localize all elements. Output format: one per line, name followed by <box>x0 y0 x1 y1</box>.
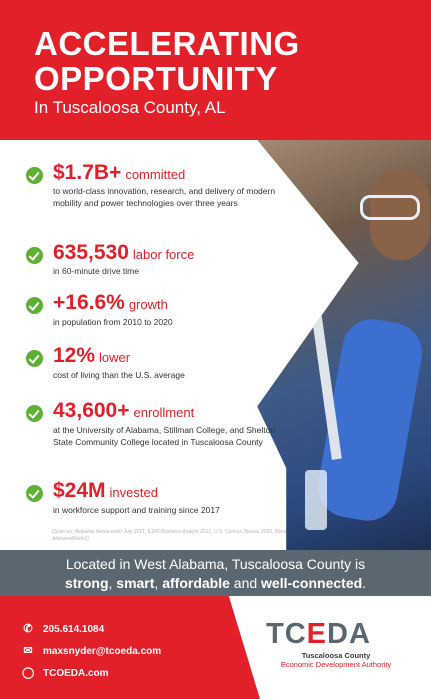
check-icon <box>26 485 43 502</box>
contact-phone[interactable]: ✆ 205.614.1084 <box>23 623 105 635</box>
title-line-1: ACCELERATING <box>34 25 300 62</box>
globe-icon: ◯ <box>22 667 35 679</box>
summary-line-2: strong, smart, affordable and well-connected. <box>64 575 367 591</box>
stat-desc: in 60-minute drive time <box>53 266 139 276</box>
summary-line-1: Located in West Alabama, Tuscaloosa County is <box>65 556 366 572</box>
stat-value: 43,600+ <box>53 399 130 422</box>
logo-line-2: Economic Development Authority <box>280 660 392 669</box>
page-title <box>34 26 300 96</box>
stat-value: $24M <box>53 479 106 502</box>
contact-website[interactable]: ◯ TCOEDA.com <box>22 667 109 679</box>
stat-word: enrollment <box>133 405 195 420</box>
check-icon <box>26 297 43 314</box>
logo-mark: TCEDA <box>266 618 371 650</box>
photo-vial <box>305 470 327 530</box>
photo-goggles <box>360 195 420 220</box>
sources-note: (Sources: Alabama Newscenter July 2021, ESRI Business Analyst 2021, U.S. Census Bureau 2020, West AlabamaWorks!) <box>52 529 287 542</box>
stat-word: growth <box>128 297 168 312</box>
stat-desc: in workforce support and training since 2017 <box>53 505 220 515</box>
title-line-2: OPPORTUNITY <box>34 60 278 97</box>
stat-word: lower <box>99 350 131 365</box>
phone-icon: ✆ <box>23 623 33 635</box>
stat-word: committed <box>125 167 186 182</box>
stat-word: labor force <box>132 247 195 262</box>
summary-band <box>0 550 431 596</box>
envelope-icon: ✉ <box>23 645 33 657</box>
stat-desc: at the University of Alabama, Stillman College, and Shelton State Community College located in Tuscaloosa County <box>53 425 276 447</box>
stat-value: 12% <box>53 344 96 367</box>
stat-value: +16.6% <box>53 291 125 314</box>
page-subtitle: In Tuscaloosa County, AL <box>34 98 226 117</box>
check-icon <box>26 405 43 422</box>
contact-email[interactable]: ✉ maxsnyder@tcoeda.com <box>23 645 162 657</box>
check-icon <box>26 167 43 184</box>
tceda-logo <box>266 618 416 678</box>
header-banner <box>0 0 431 140</box>
check-icon <box>26 350 43 367</box>
footer <box>0 596 431 699</box>
logo-line-1: Tuscaloosa County <box>301 651 371 660</box>
stat-word: invested <box>109 485 158 500</box>
stat-value: 635,530 <box>53 241 129 264</box>
check-icon <box>26 247 43 264</box>
stat-desc: in population from 2010 to 2020 <box>53 317 173 327</box>
stat-desc: cost of living than the U.S. average <box>53 370 185 380</box>
stat-desc: to world-class innovation, research, and delivery of modern mobility and power technologies over three years <box>53 186 276 208</box>
stat-value: $1.7B+ <box>53 161 122 184</box>
